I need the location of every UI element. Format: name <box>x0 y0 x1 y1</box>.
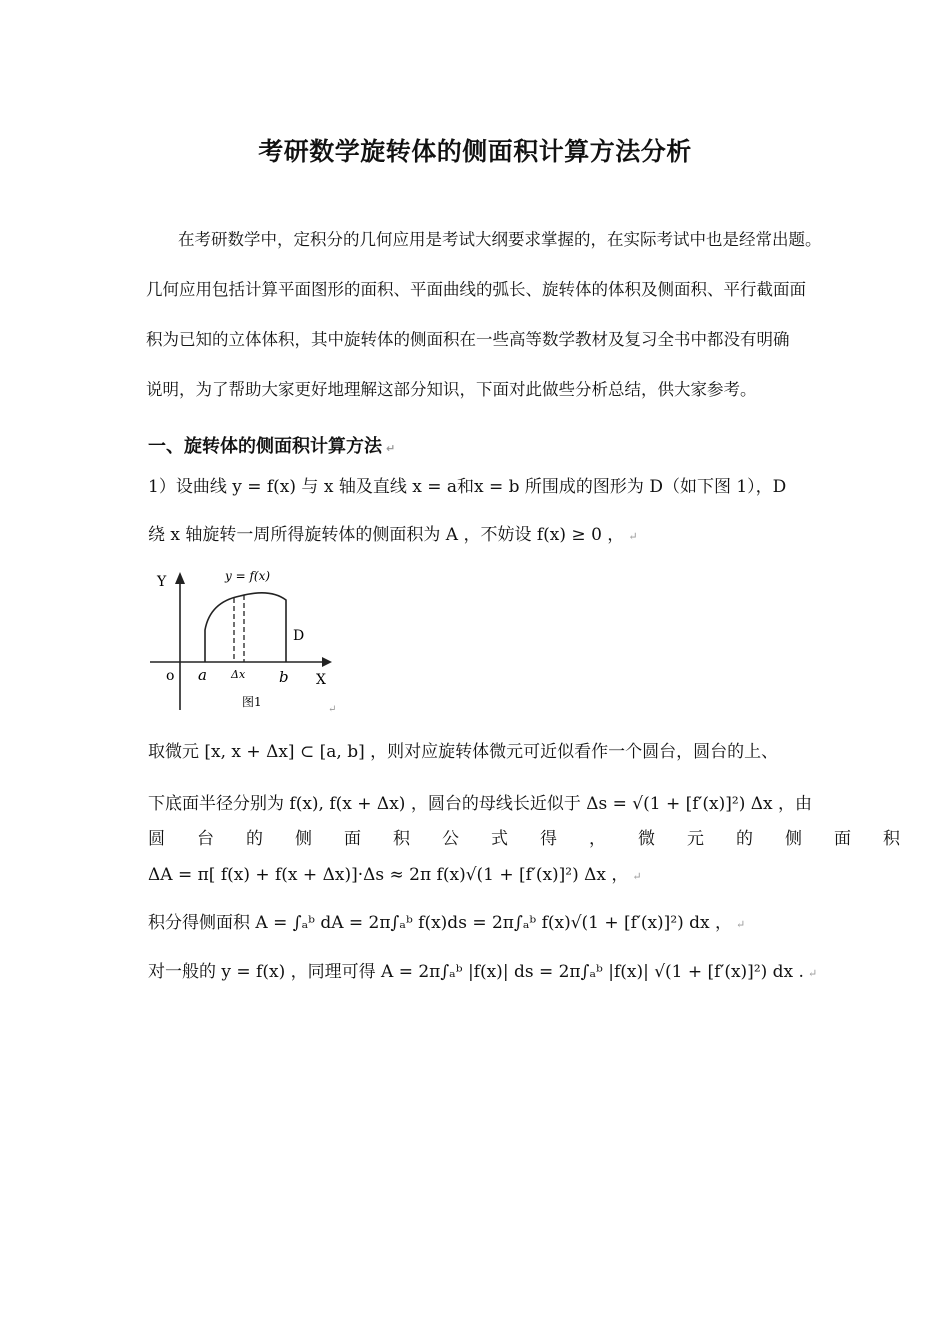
figure-1 <box>140 560 350 720</box>
y-axis-arrow <box>175 572 185 584</box>
intro-line-2: 几何应用包括计算平面图形的面积、平面曲线的弧长、旋转体的体积及侧面积、平行截面面 <box>146 280 806 299</box>
formula-line-8: 对一般的 y = f(x) ，同理可得 A = 2π∫ₐᵇ |f(x)| ds = 2π∫ₐᵇ |f(x)| √(1 + [f′(x)]²) dx . ↵ <box>148 962 818 982</box>
intro-line-1: 在考研数学中，定积分的几何应用是考试大纲要求掌握的，在实际考试中也是经常出题。 <box>178 230 822 249</box>
formula-line-5: 圆台的侧面积公式得，微元的侧面积 <box>148 829 932 849</box>
section-heading: 一、旋转体的侧面积计算方法 ↵ <box>148 436 396 457</box>
intro-line-3: 积为已知的立体体积，其中旋转体的侧面积在一些高等数学教材及复习全书中都没有明确 <box>146 330 790 349</box>
curve-label: y = f(x) <box>225 569 271 583</box>
formula-line-2: 绕 x 轴旋转一周所得旋转体的侧面积为 A ，不妨设 f(x) ≥ 0 ， ↵ <box>148 525 638 545</box>
dx-label: Δx <box>231 668 246 681</box>
b-label: b <box>279 668 289 686</box>
formula-line-6: ΔA = π[ f(x) + f(x + Δx)]·Δs ≈ 2π f(x)√(1 + [f′(x)]²) Δx ， ↵ <box>148 865 642 885</box>
y-label: Y <box>157 574 167 590</box>
formula-line-4: 下底面半径分别为 f(x), f(x + Δx) ，圆台的母线长近似于 Δs = √(1 + [f′(x)]²) Δx ，由 <box>148 794 812 814</box>
x-label: X <box>316 672 326 688</box>
formula-line-3: 取微元 [x, x + Δx] ⊂ [a, b] ，则对应旋转体微元可近似看作一个圆台，圆台的上、 <box>148 742 779 762</box>
formula-line-7: 积分得侧面积 A = ∫ₐᵇ dA = 2π∫ₐᵇ f(x)ds = 2π∫ₐᵇ f(x)√(1 + [f′(x)]²) dx ， ↵ <box>148 913 746 933</box>
page-title: 考研数学旋转体的侧面积计算方法分析 <box>258 137 692 166</box>
region-label: D <box>293 628 305 644</box>
return-mark: ↵ <box>328 704 337 715</box>
curve <box>205 593 286 662</box>
x-axis-arrow <box>322 657 332 667</box>
formula-line-1: 1）设曲线 y = f(x) 与 x 轴及直线 x = a和x = b 所围成的图形为 D（如下图 1），D <box>148 477 787 497</box>
figure-caption: 图1 <box>242 695 262 709</box>
a-label: a <box>198 666 207 684</box>
intro-line-4: 说明，为了帮助大家更好地理解这部分知识，下面对此做些分析总结，供大家参考。 <box>146 380 757 399</box>
origin-label: o <box>166 668 175 684</box>
